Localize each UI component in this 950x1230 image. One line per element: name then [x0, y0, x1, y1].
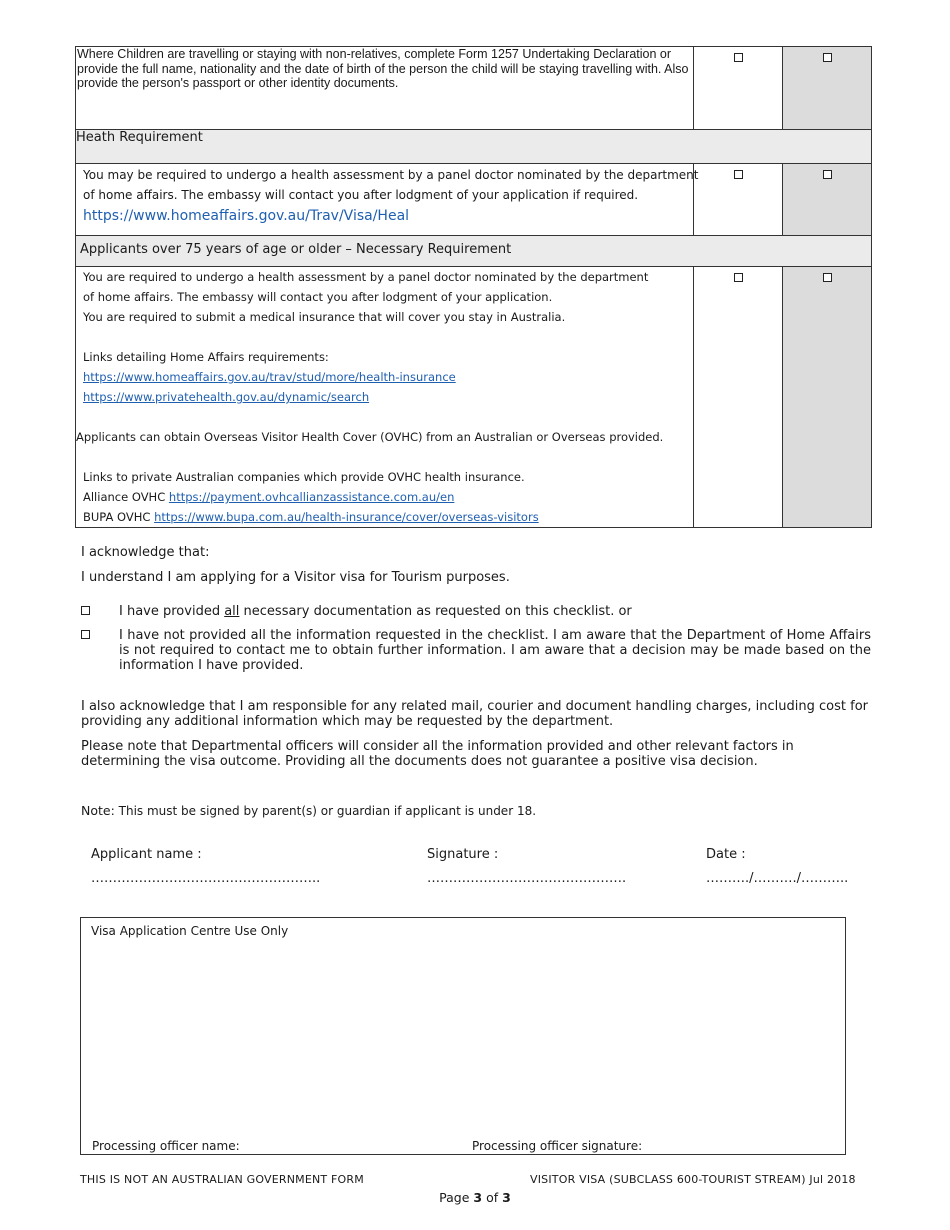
- visa-centre-title: Visa Application Centre Use Only: [91, 924, 289, 938]
- alliance-label: Alliance OVHC: [83, 490, 166, 504]
- charges-statement: I also acknowledge that I am responsible for any related mail, courier and document handling charges, including cost for providing any additional information which may be requested by the department.: [81, 699, 869, 729]
- option-not-provided-checkbox[interactable]: [81, 630, 90, 639]
- health-insurance-link[interactable]: https://www.homeaffairs.gov.au/trav/stud/more/health-insurance: [83, 370, 456, 384]
- signature-field[interactable]: ……………………………………….: [427, 871, 627, 886]
- visa-centre-use-box: [80, 917, 846, 1155]
- ovhc-note: Applicants can obtain Overseas Visitor Health Cover (OVHC) from an Australian or Overseas provided.: [76, 430, 664, 444]
- applicant-checkbox[interactable]: [734, 273, 743, 282]
- health-row: [76, 164, 872, 236]
- private-links-intro: Links to private Australian companies which provide OVHC health insurance.: [83, 470, 525, 484]
- page-word: Page: [439, 1190, 470, 1205]
- officers-note: Please note that Departmental officers will consider all the information provided and other relevant factors in determining the visa outcome. Providing all the documents does not guarantee a positive visa decision.: [81, 739, 794, 769]
- over75-row: [76, 267, 872, 528]
- note-label: Note:: [81, 803, 115, 818]
- health-text-line: of home affairs. The embassy will contact you after lodgment of your application if required.: [83, 188, 639, 202]
- children-requirement-text: Where Children are travelling or staying with non-relatives, complete Form 1257 Undertaking Declaration or provide the full name, nationality and the date of birth of the person the child will be staying travelling with. Also provide the person's passport or other identity documents.: [77, 47, 689, 90]
- note-text: This must be signed by parent(s) or guardian if applicant is under 18.: [114, 804, 537, 818]
- applicant-checkbox[interactable]: [734, 170, 743, 179]
- purpose-statement: I understand I am applying for a Visitor visa for Tourism purposes.: [81, 570, 510, 585]
- signature-label: Signature :: [427, 847, 499, 862]
- health-text-line: You may be required to undergo a health assessment by a panel doctor nominated by the department: [83, 168, 699, 182]
- alliance-link[interactable]: https://payment.ovhcallianzassistance.com.au/en: [168, 490, 455, 504]
- applicant-checkbox[interactable]: [734, 53, 743, 62]
- office-checkbox[interactable]: [823, 273, 832, 282]
- footer-right: VISITOR VISA (SUBCLASS 600-TOURIST STREAM) Jul 2018: [530, 1173, 856, 1186]
- option-provided-text: [119, 604, 871, 619]
- officer-name-label: Processing officer name:: [92, 1139, 240, 1153]
- of-word: of: [486, 1190, 499, 1205]
- option-text-end: necessary documentation as requested on this checklist. or: [239, 604, 632, 619]
- over75-text-line: of home affairs. The embassy will contact you after lodgment of your application.: [83, 290, 553, 304]
- page-number: [0, 1190, 950, 1205]
- section-heading: Heath Requirement: [76, 130, 203, 145]
- acknowledge-heading: I acknowledge that:: [81, 545, 210, 560]
- privatehealth-link[interactable]: https://www.privatehealth.gov.au/dynamic/search: [83, 390, 370, 404]
- children-row: [76, 47, 872, 130]
- page-total: 3: [502, 1190, 511, 1205]
- applicant-name-field[interactable]: ……………………………………………..: [91, 871, 321, 886]
- page-current: 3: [473, 1190, 483, 1205]
- office-checkbox[interactable]: [823, 53, 832, 62]
- over75-text-line: You are required to submit a medical insurance that will cover you stay in Australia.: [83, 310, 566, 324]
- health-link[interactable]: https://www.homeaffairs.gov.au/Trav/Visa/Heal: [83, 208, 410, 224]
- office-checkbox[interactable]: [823, 170, 832, 179]
- bupa-link[interactable]: https://www.bupa.com.au/health-insurance/cover/overseas-visitors: [154, 510, 539, 524]
- option-not-provided-text: I have not provided all the information requested in the checklist. I am aware that the Department of Home Affairs is not required to contact me to obtain further information. I am aware that a decision may be made based on the information I have provided.: [119, 628, 871, 673]
- section-heading: Applicants over 75 years of age or older – Necessary Requirement: [80, 242, 512, 257]
- option-text-start: I have provided: [119, 604, 225, 619]
- bupa-label: BUPA OVHC: [83, 510, 151, 524]
- guardian-note: [81, 803, 536, 818]
- links-intro: Links detailing Home Affairs requirements:: [83, 350, 329, 364]
- officer-signature-label: Processing officer signature:: [472, 1139, 643, 1153]
- applicant-name-label: Applicant name :: [91, 847, 202, 862]
- health-heading-row: [76, 130, 872, 164]
- over75-heading-row: [76, 236, 872, 267]
- option-provided-checkbox[interactable]: [81, 606, 90, 615]
- footer-left: THIS IS NOT AN AUSTRALIAN GOVERNMENT FORM: [80, 1173, 364, 1186]
- date-label: Date :: [706, 847, 746, 862]
- option-emphasis: all: [224, 604, 240, 619]
- date-field[interactable]: ………./………./………..: [706, 871, 849, 886]
- over75-text-line: You are required to undergo a health assessment by a panel doctor nominated by the department: [83, 270, 649, 284]
- requirements-checklist-table: [75, 46, 872, 528]
